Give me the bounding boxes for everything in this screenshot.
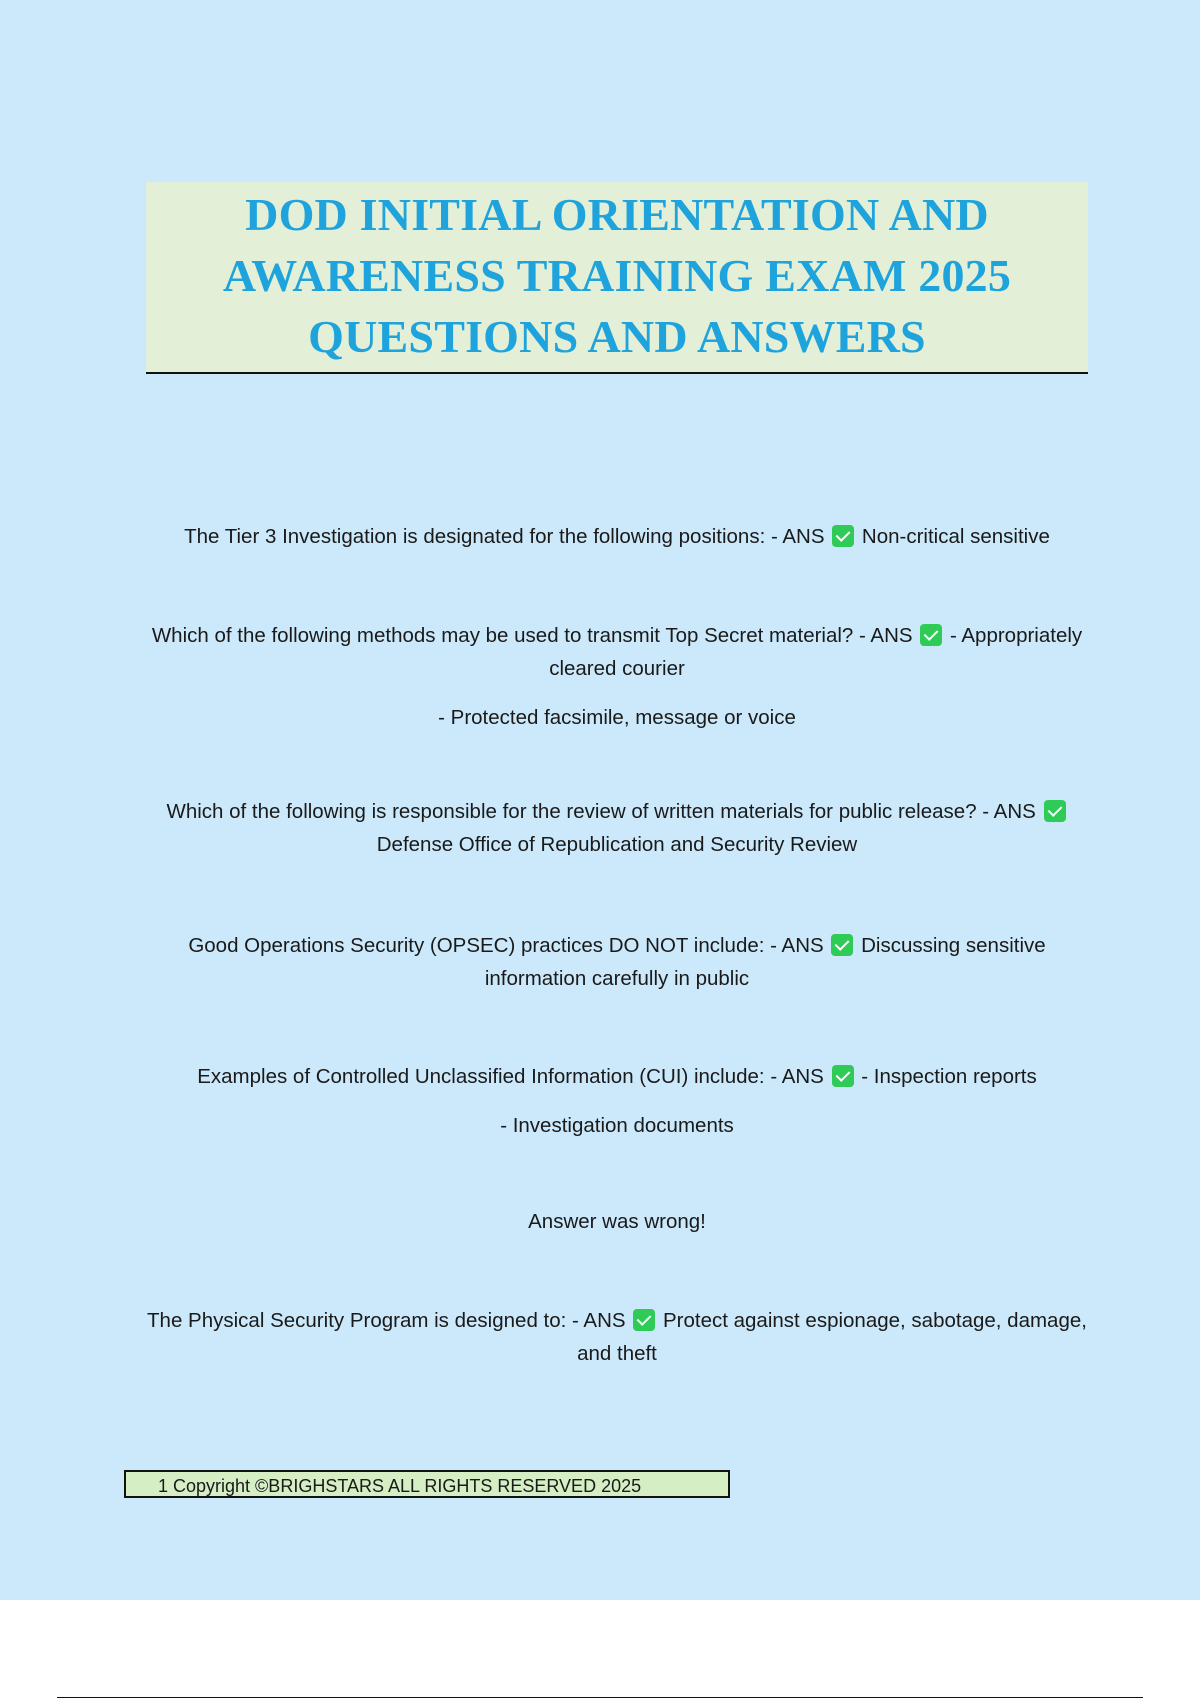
qa-text [146, 619, 1088, 685]
answer: Protect against espionage, sabotage, damage, and theft [577, 1309, 1087, 1365]
note-text: Answer was wrong! [528, 1210, 706, 1233]
qa-item-1 [146, 520, 1088, 553]
question: Which of the following is responsible for the review of written materials for public release? - ANS [166, 800, 1036, 823]
title-line-3: QUESTIONS AND ANSWERS [308, 311, 926, 362]
answer-extra: - Investigation documents [500, 1114, 734, 1137]
answer: - Inspection reports [861, 1065, 1037, 1088]
qa-item-4 [146, 929, 1088, 995]
checkmark-icon [832, 1065, 854, 1087]
title-line-2: AWARENESS TRAINING EXAM 2025 [222, 250, 1012, 301]
checkmark-icon [1044, 800, 1066, 822]
answer: - Appropriately cleared courier [549, 624, 1083, 680]
bottom-divider [57, 1697, 1143, 1698]
note-line [146, 1205, 1088, 1238]
qa-item-2 [146, 619, 1088, 734]
question: Good Operations Security (OPSEC) practices DO NOT include: - ANS [188, 934, 824, 957]
qa-item-5 [146, 1060, 1088, 1142]
qa-text [146, 1304, 1088, 1370]
qa-text [146, 1060, 1088, 1093]
title-line-1: DOD INITIAL ORIENTATION AND [245, 189, 989, 240]
qa-text [146, 520, 1088, 553]
answer: Discussing sensitive information carefully in public [484, 934, 1046, 990]
answer-extra: - Protected facsimile, message or voice [438, 706, 796, 729]
title-box [146, 182, 1088, 374]
answer: Defense Office of Republication and Security Review [376, 833, 858, 856]
checkmark-icon [633, 1309, 655, 1331]
question: Which of the following methods may be used to transmit Top Secret material? - ANS [151, 624, 913, 647]
question: The Physical Security Program is designed to: - ANS [147, 1309, 626, 1332]
checkmark-icon [832, 525, 854, 547]
qa-item-6 [146, 1304, 1088, 1370]
question: Examples of Controlled Unclassified Information (CUI) include: - ANS [197, 1065, 824, 1088]
checkmark-icon [831, 934, 853, 956]
qa-text [146, 795, 1088, 861]
copyright-footer: 1 Copyright ©BRIGHSTARS ALL RIGHTS RESERVED 2025 [124, 1470, 730, 1498]
qa-item-3 [146, 795, 1088, 861]
answer: Non-critical sensitive [861, 525, 1050, 548]
qa-text [146, 929, 1088, 995]
question: The Tier 3 Investigation is designated for the following positions: - ANS [184, 525, 825, 548]
checkmark-icon [920, 624, 942, 646]
